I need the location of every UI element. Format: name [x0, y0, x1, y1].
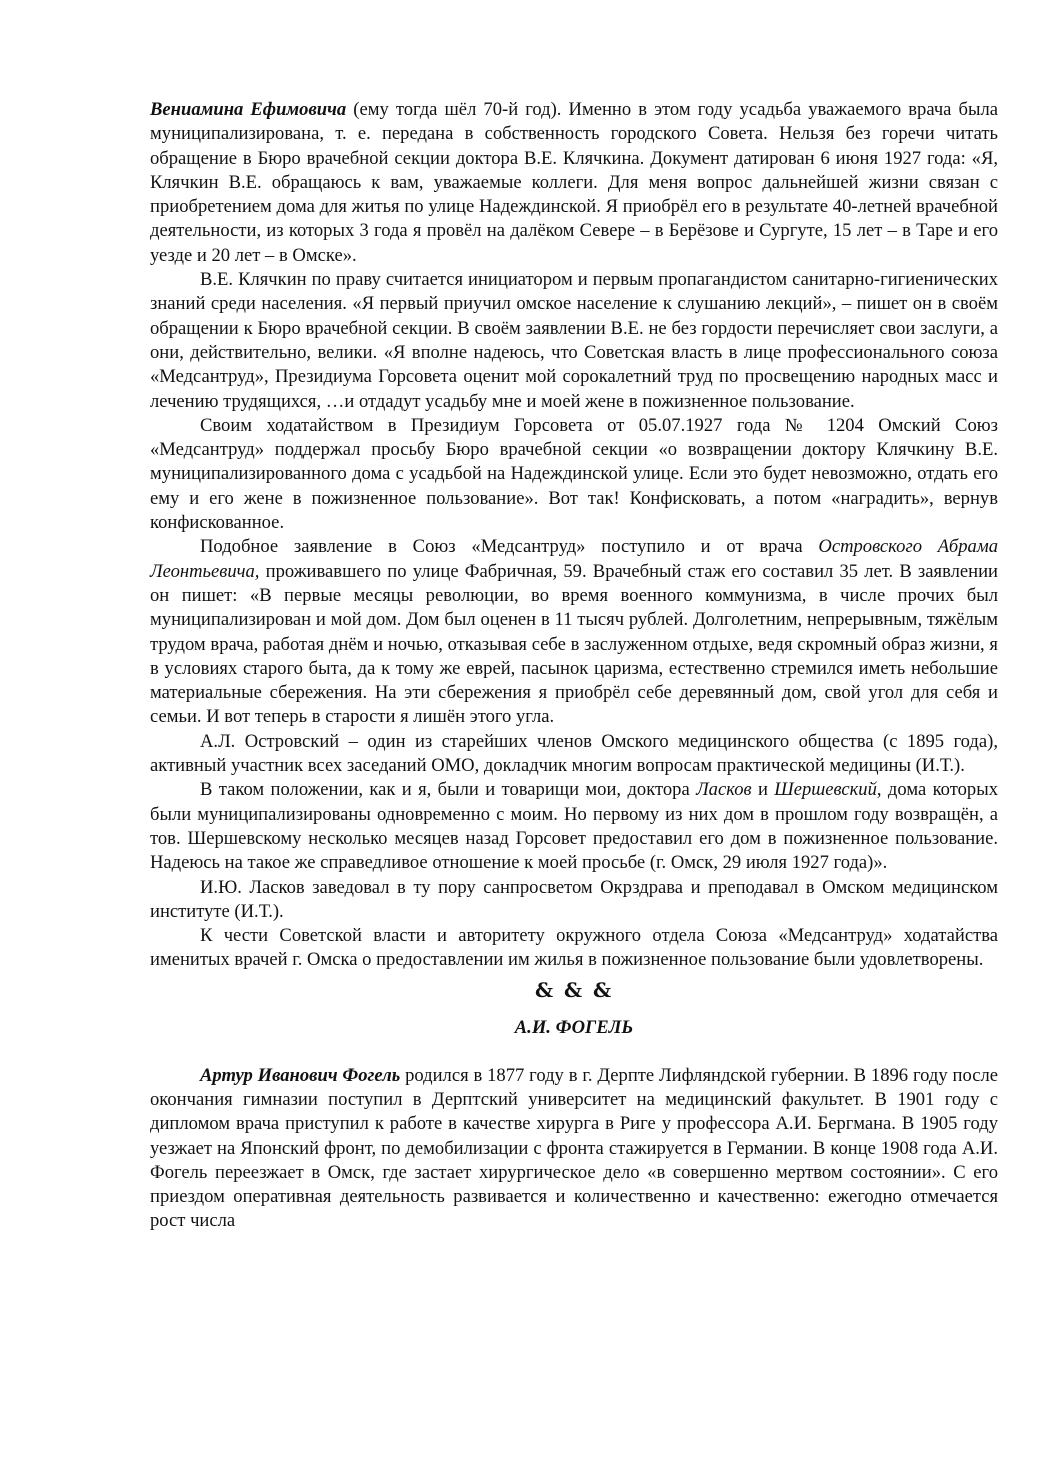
person-name: Шершевский — [774, 779, 877, 801]
paragraph-1 — [150, 98, 998, 268]
paragraph-text: Подобное заявление в Союз «Медсантруд» поступило и от врача — [200, 536, 819, 558]
paragraph-7: И.Ю. Ласков заведовал в ту пору санпросветом Окрздрава и преподавал в Омском медицинском институте (И.Т.). — [150, 876, 998, 922]
paragraph-text: проживавшего по улице Фабричная, 59. Врачебный стаж его составил 35 лет. В заявлении он пишет: «В первые месяцы революции, во время военного коммунизма, в числе прочих был муниципализирован и мой дом. Дом был оценен в 11 тысяч рублей. Долголетним, непрерывным, тяжёлым трудом врача, работая днём и ночью, отказывая себе в заслуженном отдыхе, ведя скромный образ жизни, я в условиях старого быта, да к тому же еврей, пасынок царизма, естественно стремился иметь небольшие материальные сбережения. На эти сбережения я приобрёл себе деревянный дом, свой угол для себя и семьи. И вот теперь в старости я лишён этого угла. — [150, 560, 998, 728]
paragraph-text: родился в 1877 году в г. Дерпте Лифляндской губернии. В 1896 году после окончания гимназии поступил в Дерптский университет на медицинский факультет. В 1901 году с дипломом врача приступил к работе в качестве хирурга в Риге у профессора А.И. Бергмана. В 1905 году уезжает на Японский фронт, по демобилизации с фронта стажируется в Германии. В конце 1908 года А.И. Фогель переезжает в Омск, где застает хирургическое дело «в совершенно мертвом состоянии». С его приездом оперативная деятельность развивается и количественно и качественно: ежегодно отмечается рост числа — [150, 1064, 998, 1232]
section-ornament: & & & — [534, 977, 614, 1002]
paragraph-9 — [150, 1064, 998, 1234]
paragraph-5: А.Л. Островский – один из старейших членов Омского медицинского общества (с 1895 года), активный участник всех заседаний ОМО, докладчик многим вопросам практической медицины (И.Т.). — [150, 730, 998, 777]
paragraph-text: В таком положении, как и я, были и товарищи мои, доктора — [200, 779, 697, 801]
paragraph-text: и — [751, 779, 775, 801]
document-page — [150, 98, 998, 1234]
paragraph-3: Своим ходатайством в Президиум Горсовета от 05.07.1927 года № 1204 Омский Союз «Медсантруд» поддержал просьбу Бюро врачебной секции «о возвращении доктору Клячкину В.Е. муниципализированного дома с усадьбой на Надеждинской улице. Если это будет невозможно, отдать его ему и его жене в пожизненное пользование». Вот так! Конфисковать, а потом «наградить», вернув конфискованное. — [150, 414, 998, 534]
paragraph-8: К чести Советской власти и авторитету окружного отдела Союза «Медсантруд» ходатайства именитых врачей г. Омска о предоставлении им жилья в пожизненное пользование были удовлетворены. — [150, 925, 998, 971]
paragraph-text: , дома которых были муниципализированы одновременно с моим. Но первому из них дом в прошлом году возвращён, а тов. Шершевскому несколько месяцев назад Горсовет предоставил его дом в пожизненное пользование. Надеюсь на такое же справедливое отношение к моей просьбе (г. Омск, 29 июля 1927 года)». — [150, 779, 998, 874]
paragraph-2: В.Е. Клячкин по праву считается инициатором и первым пропагандистом санитарно-гигиенических знаний среди населения. «Я первый приучил омское население к слушанию лекций», – пишет он в своём обращении к Бюро врачебной секции. В своём заявлении В.Е. не без гордости перечисляет свои заслуги, а они, действительно, велики. «Я вполне надеюсь, что Советская власть в лице профессионального союза «Медсантруд», Президиума Горсовета оценит мой сорокалетний труд по просвещению народных масс и лечению трудящихся, …и отдадут усадьбу мне и моей жене в пожизненное пользование. — [150, 269, 998, 412]
paragraph-4 — [150, 535, 998, 729]
paragraph-6 — [150, 778, 998, 875]
section-heading: А.И. ФОГЕЛЬ — [514, 1016, 634, 1038]
person-name: Артур Иванович Фогель — [200, 1064, 401, 1086]
person-name: Вениамина Ефимовича — [150, 99, 347, 120]
person-name: Ласков — [696, 779, 752, 801]
person-name: Островского Абрама Леонтьевича, — [150, 536, 998, 582]
paragraph-text: (ему тогда шёл 70-й год). Именно в этом году усадьба уважаемого врача была муниципализирована, т. е. передана в собственность городского Совета. Нельзя без горечи читать обращение в Бюро врачебной секции доктора В.Е. Клячкина. Документ датирован 6 июня 1927 года: «Я, Клячкин В.Е. обращаюсь к вам, уважаемые коллеги. Для меня вопрос дальнейшей жизни связан с приобретением дома для житья по улице Надеждинской. Я приобрёл его в результате 40-летней врачебной деятельности, из которых 3 года я провёл на далёком Севере – в Берёзове и Сургуте, 15 лет – в Таре и его уезде и 20 лет – в Омске». — [150, 99, 998, 266]
